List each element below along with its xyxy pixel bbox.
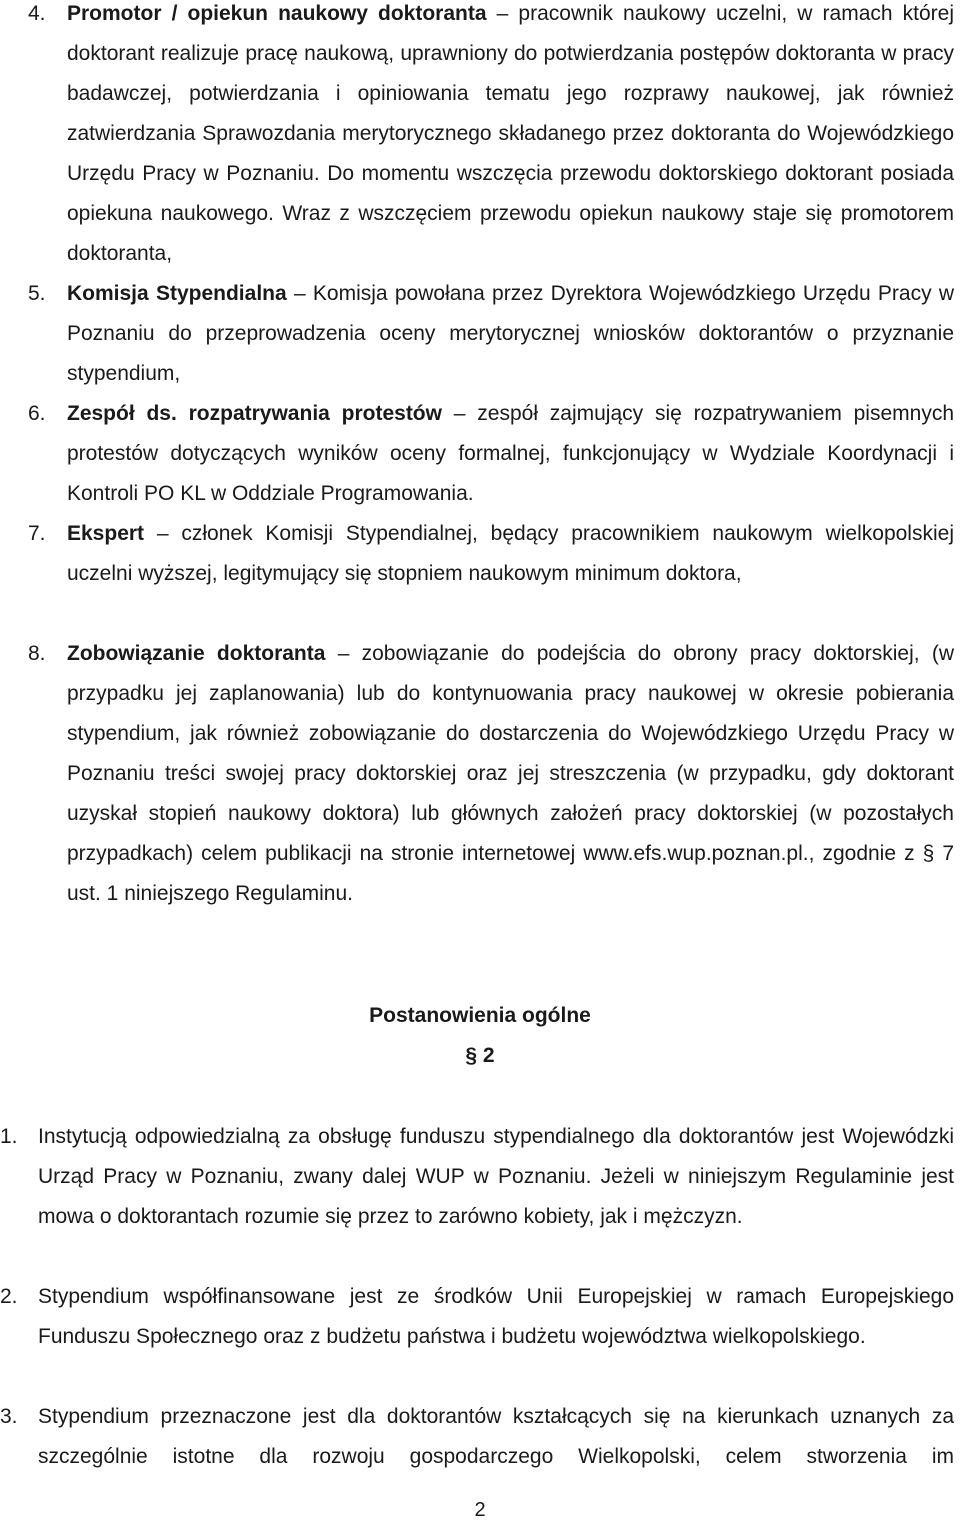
list-item <box>0 274 960 394</box>
list-item-number: 3. <box>0 1405 18 1428</box>
list-item <box>0 0 960 274</box>
list-item-number: 8. <box>28 642 46 665</box>
provisions-list <box>0 1117 960 1477</box>
definition-term: Komisja Stypendialna <box>67 282 287 305</box>
list-item-text: Stypendium przeznaczone jest dla doktorantów kształcących się na kierunkach uznanych za szczególnie istotne dla rozwoju gospodarczego Wielkopolski, celem stworzenia im <box>38 1405 954 1468</box>
list-item-text: Ekspert – członek Komisji Stypendialnej, będący pracownikiem naukowym wielkopolskiej uczelni wyższej, legitymujący się stopniem naukowym minimum doktora, <box>67 522 954 585</box>
list-item-text: Promotor / opiekun naukowy doktoranta – pracownik naukowy uczelni, w ramach której doktorant realizuje pracę naukową, uprawniony do potwierdzania postępów doktoranta w pracy badawczej, potwierdzania i opiniowania tematu jego rozprawy naukowej, jak również zatwierdzania Sprawozdania merytorycznego składanego przez doktoranta do Wojewódzkiego Urzędu Pracy w Poznaniu. Do momentu wszczęcia przewodu doktorskiego doktorant posiada opiekuna naukowego. Wraz z wszczęciem przewodu opiekun naukowy staje się promotorem doktoranta, <box>67 2 955 265</box>
list-item-text: Komisja Stypendialna – Komisja powołana przez Dyrektora Wojewódzkiego Urzędu Pracy w Poznaniu do przeprowadzenia oceny merytorycznej wniosków doktorantów o przyznanie stypendium, <box>67 282 955 385</box>
list-item-text: Instytucją odpowiedzialną za obsługę funduszu stypendialnego dla doktorantów jest Wojewódzki Urząd Pracy w Poznaniu, zwany dalej WUP w Poznaniu. Jeżeli w niniejszym Regulaminie jest mowa o doktorantach rozumie się przez to zarówno kobiety, jak i mężczyzn. <box>38 1125 954 1228</box>
list-item <box>0 514 960 634</box>
definition-body: zobowiązanie do podejścia do obrony pracy doktorskiej, (w przypadku jej zaplanowania) lub do kontynuowania pracy naukowej w okresie pobierania stypendium, jak również zobowiązanie do dostarczenia do Wojewódzkiego Urzędu Pracy w Poznaniu treści swojej pracy doktorskiej oraz jej streszczenia (w przypadku, gdy doktorant uzyskał stopień naukowy doktora) lub głównych założeń pracy doktorskiej (w pozostałych przypadkach) celem publikacji na stronie internetowej www.efs.wup.poznan.pl., zgodnie z § 7 ust. 1 niniejszego Regulaminu. <box>67 642 954 905</box>
section-title: Postanowienia ogólne <box>369 1004 591 1027</box>
definition-body: pracownik naukowy uczelni, w ramach której doktorant realizuje pracę naukową, uprawniony do potwierdzania postępów doktoranta w pracy badawczej, potwierdzania i opiniowania tematu jego rozprawy naukowej, jak również zatwierdzania Sprawozdania merytorycznego składanego przez doktoranta do Wojewódzkiego Urzędu Pracy w Poznaniu. Do momentu wszczęcia przewodu doktorskiego doktorant posiada opiekuna naukowego. Wraz z wszczęciem przewodu opiekun naukowy staje się promotorem doktoranta, <box>67 2 955 265</box>
list-item-number: 5. <box>28 282 46 305</box>
list-item <box>0 1277 960 1397</box>
definition-body: zespół zajmujący się rozpatrywaniem pisemnych protestów dotyczących wyników oceny formalnej, funkcjonujący w Wydziale Koordynacji i Kontroli PO KL w Oddziale Programowania. <box>67 402 954 505</box>
list-item-number: 7. <box>28 522 46 545</box>
list-item-text: Zobowiązanie doktoranta – zobowiązanie do podejścia do obrony pracy doktorskiej, (w przypadku jej zaplanowania) lub do kontynuowania pracy naukowej w okresie pobierania stypendium, jak również zobowiązanie do dostarczenia do Wojewódzkiego Urzędu Pracy w Poznaniu treści swojej pracy doktorskiej oraz jej streszczenia (w przypadku, gdy doktorant uzyskał stopień naukowy doktora) lub głównych założeń pracy doktorskiej (w pozostałych przypadkach) celem publikacji na stronie internetowej www.efs.wup.poznan.pl., zgodnie z § 7 ust. 1 niniejszego Regulaminu. <box>67 642 954 905</box>
definition-body: Komisja powołana przez Dyrektora Wojewódzkiego Urzędu Pracy w Poznaniu do przeprowadzenia oceny merytorycznej wniosków doktorantów o przyznanie stypendium, <box>67 282 955 385</box>
page-number: 2 <box>474 1499 486 1521</box>
list-item-number: 4. <box>28 2 46 25</box>
list-item <box>0 1117 960 1277</box>
list-item-number: 1. <box>0 1125 18 1148</box>
list-item <box>0 1397 960 1477</box>
definition-term: Zespół ds. rozpatrywania protestów <box>67 402 442 425</box>
list-item-text: Stypendium współfinansowane jest ze środków Unii Europejskiej w ramach Europejskiego Funduszu Społecznego oraz z budżetu państwa i budżetu województwa wielkopolskiego. <box>38 1285 954 1348</box>
list-item-number: 6. <box>28 402 46 425</box>
definition-term: Zobowiązanie doktoranta <box>67 642 326 665</box>
list-item <box>0 394 960 514</box>
definition-body: członek Komisji Stypendialnej, będący pracownikiem naukowym wielkopolskiej uczelni wyższej, legitymujący się stopniem naukowym minimum doktora, <box>67 522 954 585</box>
definition-term: Ekspert <box>67 522 145 545</box>
list-item <box>0 634 960 914</box>
definition-term: Promotor / opiekun naukowy doktoranta <box>67 2 487 25</box>
paragraph-sign: § 2 <box>465 1044 495 1067</box>
list-item-number: 2. <box>0 1285 18 1308</box>
list-item-text: Zespół ds. rozpatrywania protestów – zespół zajmujący się rozpatrywaniem pisemnych protestów dotyczących wyników oceny formalnej, funkcjonujący w Wydziale Koordynacji i Kontroli PO KL w Oddziale Programowania. <box>67 402 954 505</box>
